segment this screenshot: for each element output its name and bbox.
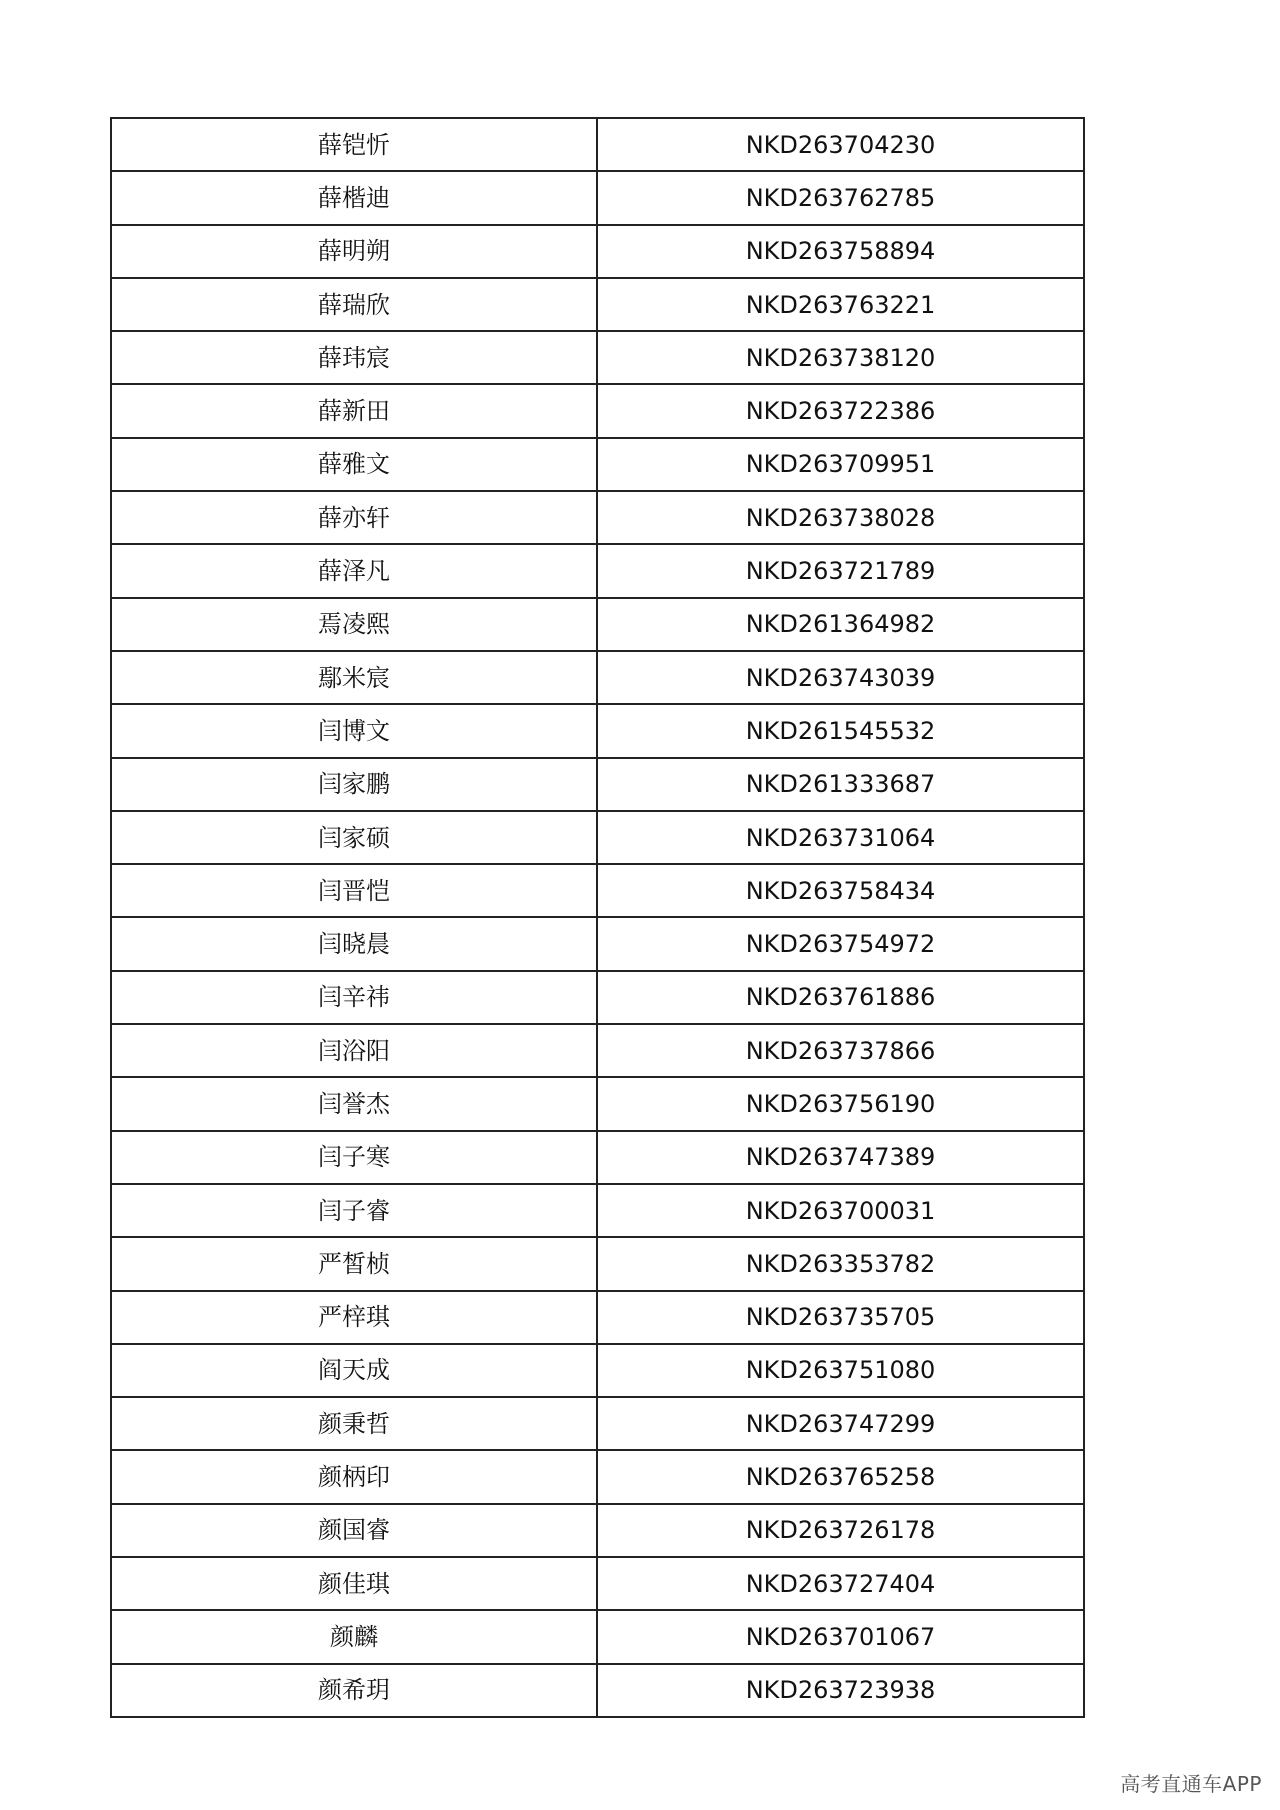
name-id-table (110, 117, 1085, 1718)
table-row (111, 1024, 1084, 1077)
name-cell: 严皙桢 (111, 1237, 597, 1290)
name-cell: 闫浴阳 (111, 1024, 597, 1077)
id-cell: NKD263743039 (597, 651, 1084, 704)
table-row (111, 864, 1084, 917)
id-cell: NKD263738028 (597, 491, 1084, 544)
name-cell: 闫子寒 (111, 1131, 597, 1184)
table-row (111, 278, 1084, 331)
id-cell: NKD263701067 (597, 1610, 1084, 1663)
table-row (111, 118, 1084, 171)
id-cell: NKD263726178 (597, 1504, 1084, 1557)
table-row (111, 1184, 1084, 1237)
name-cell: 鄢米宸 (111, 651, 597, 704)
id-cell: NKD263765258 (597, 1450, 1084, 1503)
name-cell: 薛明朔 (111, 225, 597, 278)
id-cell: NKD263731064 (597, 811, 1084, 864)
table-row (111, 1344, 1084, 1397)
name-cell: 闫辛祎 (111, 971, 597, 1024)
id-cell: NKD261333687 (597, 758, 1084, 811)
table-row (111, 1397, 1084, 1450)
id-cell: NKD263747389 (597, 1131, 1084, 1184)
name-cell: 薛瑞欣 (111, 278, 597, 331)
name-cell: 严梓琪 (111, 1291, 597, 1344)
id-cell: NKD263754972 (597, 917, 1084, 970)
id-cell: NKD263722386 (597, 384, 1084, 437)
table-row (111, 491, 1084, 544)
name-cell: 薛泽凡 (111, 544, 597, 597)
table-body (111, 118, 1084, 1717)
id-cell: NKD263738120 (597, 331, 1084, 384)
name-cell: 闫子睿 (111, 1184, 597, 1237)
id-cell: NKD263758434 (597, 864, 1084, 917)
id-cell: NKD263727404 (597, 1557, 1084, 1610)
id-cell: NKD263709951 (597, 438, 1084, 491)
name-cell: 闫家鹏 (111, 758, 597, 811)
table-row (111, 1237, 1084, 1290)
table-row (111, 917, 1084, 970)
id-cell: NKD263721789 (597, 544, 1084, 597)
id-cell: NKD261545532 (597, 704, 1084, 757)
name-cell: 薛铠忻 (111, 118, 597, 171)
name-cell: 闫晋恺 (111, 864, 597, 917)
id-cell: NKD263756190 (597, 1077, 1084, 1130)
name-cell: 薛玮宸 (111, 331, 597, 384)
name-cell: 薛楷迪 (111, 171, 597, 224)
id-cell: NKD263761886 (597, 971, 1084, 1024)
table-row (111, 225, 1084, 278)
name-cell: 阎天成 (111, 1344, 597, 1397)
table-row (111, 1291, 1084, 1344)
table-row (111, 598, 1084, 651)
name-cell: 颜佳琪 (111, 1557, 597, 1610)
table-row (111, 1450, 1084, 1503)
id-cell: NKD263704230 (597, 118, 1084, 171)
name-cell: 薛新田 (111, 384, 597, 437)
table-row (111, 651, 1084, 704)
name-cell: 颜国睿 (111, 1504, 597, 1557)
name-cell: 闫博文 (111, 704, 597, 757)
table-row (111, 384, 1084, 437)
id-cell: NKD263700031 (597, 1184, 1084, 1237)
name-cell: 颜秉哲 (111, 1397, 597, 1450)
id-cell: NKD263353782 (597, 1237, 1084, 1290)
table-row (111, 758, 1084, 811)
id-cell: NKD263751080 (597, 1344, 1084, 1397)
id-cell: NKD263723938 (597, 1664, 1084, 1717)
watermark-text: 高考直通车APP (1120, 1772, 1262, 1796)
name-cell: 颜麟 (111, 1610, 597, 1663)
table-row (111, 811, 1084, 864)
id-cell: NKD263763221 (597, 278, 1084, 331)
id-cell: NKD263735705 (597, 1291, 1084, 1344)
name-cell: 闫誉杰 (111, 1077, 597, 1130)
id-cell: NKD263737866 (597, 1024, 1084, 1077)
name-cell: 焉凌熙 (111, 598, 597, 651)
name-cell: 颜希玥 (111, 1664, 597, 1717)
name-cell: 闫家硕 (111, 811, 597, 864)
name-cell: 薛亦轩 (111, 491, 597, 544)
table-row (111, 971, 1084, 1024)
table-row (111, 1131, 1084, 1184)
id-cell: NKD263762785 (597, 171, 1084, 224)
name-cell: 颜柄印 (111, 1450, 597, 1503)
id-cell: NKD261364982 (597, 598, 1084, 651)
id-cell: NKD263758894 (597, 225, 1084, 278)
table-row (111, 1077, 1084, 1130)
name-cell: 闫晓晨 (111, 917, 597, 970)
id-cell: NKD263747299 (597, 1397, 1084, 1450)
table-row (111, 171, 1084, 224)
table-row (111, 1664, 1084, 1717)
table-row (111, 438, 1084, 491)
table-row (111, 1610, 1084, 1663)
table-row (111, 544, 1084, 597)
table-row (111, 1557, 1084, 1610)
table-row (111, 1504, 1084, 1557)
name-cell: 薛雅文 (111, 438, 597, 491)
table-row (111, 331, 1084, 384)
table-row (111, 704, 1084, 757)
